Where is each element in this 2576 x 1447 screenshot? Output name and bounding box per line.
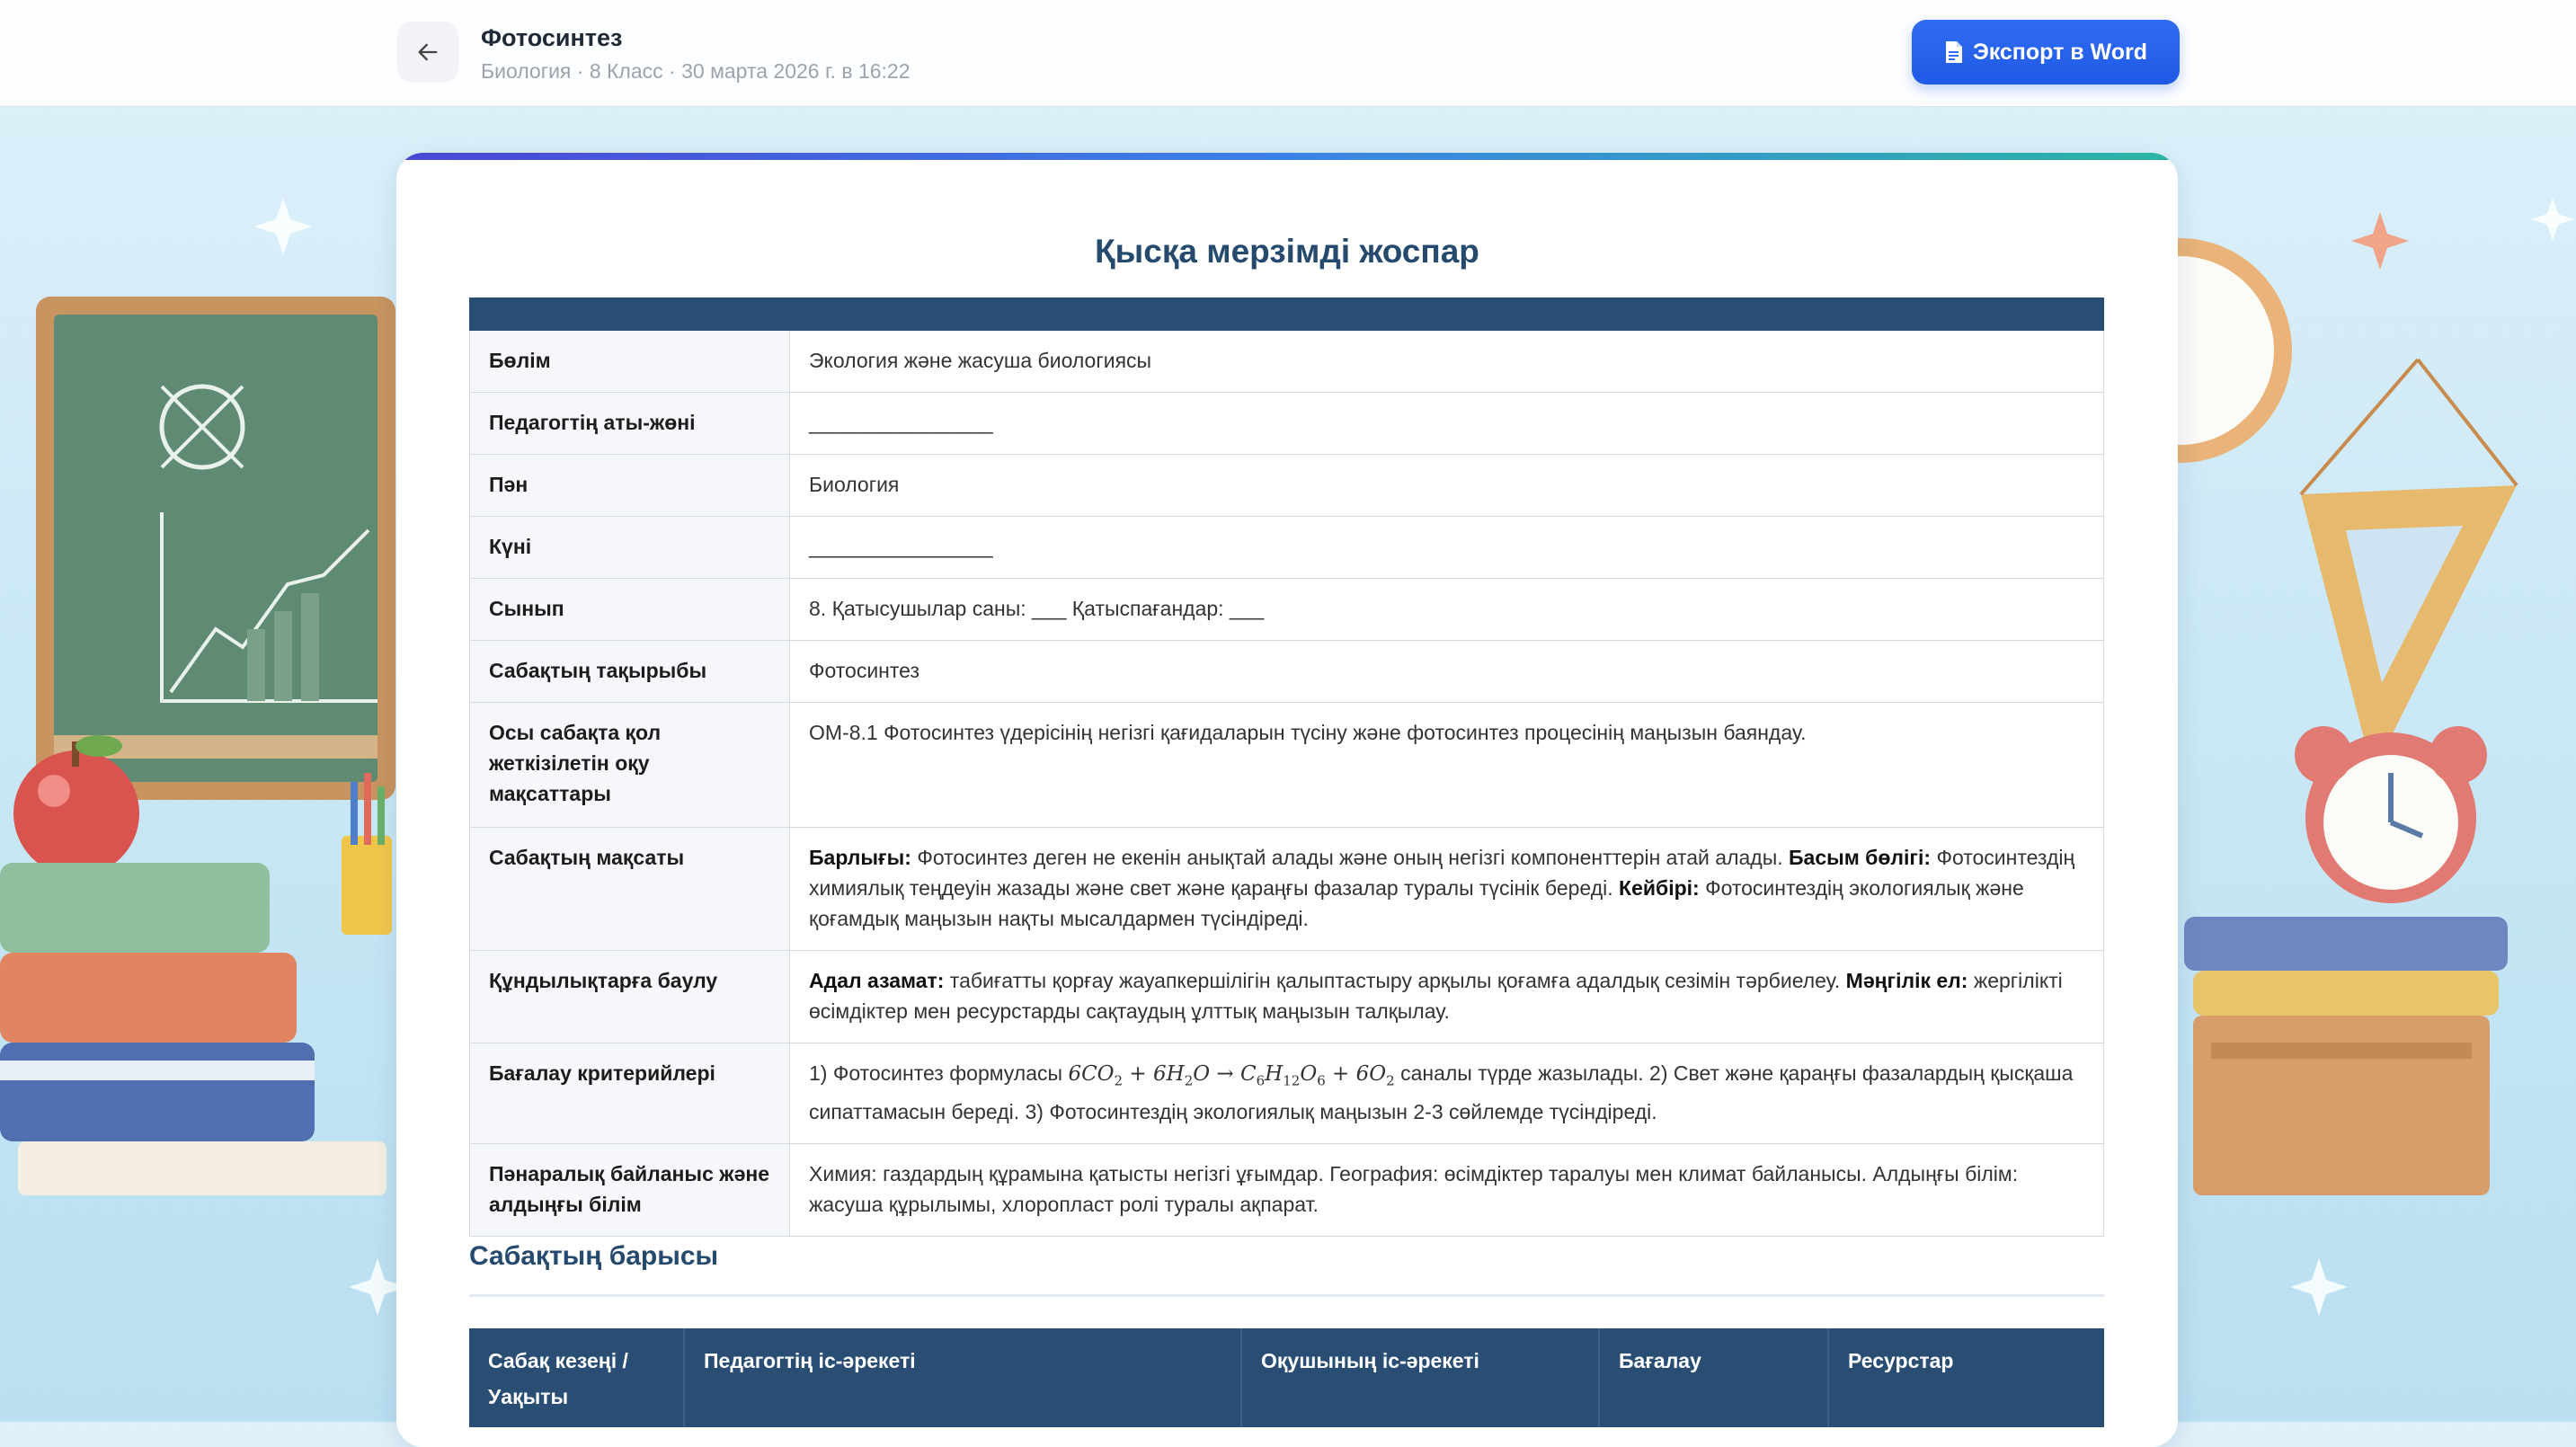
lesson-flow-title: Сабақтың барысы	[469, 1241, 719, 1271]
row-key: Сабақтың тақырыбы	[470, 641, 790, 703]
meta-separator: ·	[669, 59, 676, 83]
table-row	[470, 828, 2104, 951]
table-row	[470, 1143, 2104, 1236]
table-row	[470, 393, 2104, 455]
lesson-date: 30 марта 2026 г. в 16:22	[681, 59, 910, 83]
formula-part: 6	[1355, 1062, 1370, 1086]
row-value: Биология	[790, 455, 2104, 517]
bold-label: Адал азамат:	[809, 969, 945, 992]
row-value	[790, 828, 2104, 951]
flow-column-header: Оқушының іс-әрекеті	[1241, 1328, 1599, 1427]
lesson-subject: Биология	[481, 59, 572, 83]
formula-part: O	[1300, 1062, 1318, 1086]
flow-column-header: Педагогтің іс-әрекеті	[684, 1328, 1241, 1427]
lesson-title: Фотосинтез	[481, 24, 623, 51]
document-icon	[1944, 40, 1964, 64]
table-row	[470, 517, 2104, 579]
row-text: табиғатты қорғау жауапкершілігін қалыптастыру арқылы қоғамға адалдық сезімін тәрбиелеу.	[944, 969, 1846, 992]
formula-part: CO	[1081, 1062, 1115, 1086]
table-row	[470, 331, 2104, 393]
formula-subscript: 2	[1386, 1072, 1395, 1089]
table-row	[470, 641, 2104, 703]
plan-info-table	[469, 297, 2104, 1237]
photosynthesis-formula	[1068, 1062, 1395, 1089]
row-text: жергілікті өсімдіктер мен ресурстарды сақтаудың ұлттық маңызын талқылау.	[809, 969, 2063, 1023]
export-word-label: Экспорт в Word	[1972, 39, 2148, 65]
table-row	[470, 703, 2104, 828]
bold-label: Барлығы:	[809, 846, 911, 869]
table-row	[470, 951, 2104, 1043]
back-button[interactable]	[397, 22, 458, 83]
formula-operator: +	[1325, 1062, 1356, 1086]
row-key: Күні	[470, 517, 790, 579]
row-text: 1) Фотосинтез формуласы	[809, 1061, 1069, 1085]
flow-column-header: Ресурстар	[1828, 1328, 2104, 1427]
row-text: Фотосинтездің химиялық теңдеуін жазады және свет және қараңғы фазалар туралы түсінік береді.	[809, 846, 2075, 900]
bold-label: Кейбірі:	[1619, 876, 1700, 900]
table-row	[470, 455, 2104, 517]
formula-part: O	[1369, 1062, 1387, 1086]
section-divider	[469, 1294, 2104, 1297]
row-value: ________________	[790, 517, 2104, 579]
flow-column-header: Сабақ кезеңі / Уақыты	[469, 1328, 684, 1427]
flow-column-header: Бағалау	[1599, 1328, 1828, 1427]
row-key: Пәнаралық байланыс және алдыңғы білім	[470, 1143, 790, 1236]
flow-header-row	[469, 1328, 2104, 1427]
table-header-row	[470, 298, 2104, 331]
row-value: ОМ-8.1 Фотосинтез үдерісінің негізгі қағидаларын түсіну және фотосинтез процесінің маңызын баяндау.	[790, 703, 2104, 828]
row-key: Бөлім	[470, 331, 790, 393]
arrow-left-icon	[415, 40, 440, 65]
table-row	[470, 1043, 2104, 1144]
row-text: Фотосинтездің экологиялық және қоғамдық маңызын нақты мысалдармен түсіндіреді.	[809, 876, 2024, 930]
formula-part: O	[1193, 1062, 1211, 1086]
row-key: Құндылықтарға баулу	[470, 951, 790, 1043]
row-key: Пән	[470, 455, 790, 517]
table-header-cell	[470, 298, 790, 331]
row-key: Сабақтың мақсаты	[470, 828, 790, 951]
row-value: Экология және жасуша биологиясы	[790, 331, 2104, 393]
lesson-meta	[481, 56, 910, 86]
row-key: Педагогтің аты-жөні	[470, 393, 790, 455]
formula-part: H	[1166, 1062, 1185, 1086]
row-value: Химия: газдардың құрамына қатысты негізгі ұғымдар. География: өсімдіктер таралуы мен климат байланысы. Алдыңғы білім: жасуша құрылымы, хлоропласт ролі туралы ақпарат.	[790, 1143, 2104, 1236]
row-key: Осы сабақта қол жеткізілетін оқу мақсаттары	[470, 703, 790, 828]
table-row	[470, 579, 2104, 641]
formula-subscript: 2	[1114, 1072, 1124, 1089]
formula-part: 6	[1068, 1062, 1082, 1086]
row-text: саналы түрде жазылады. 2) Свет және қараңғы фазалардың қысқаша сипаттамасын береді. 3) Фотосинтездің экологиялық маңызын 2-3 сөйлемде түсіндіреді.	[809, 1061, 2074, 1123]
row-value	[790, 951, 2104, 1043]
bold-label: Басым бөлігі:	[1789, 846, 1932, 869]
lesson-flow-table	[469, 1328, 2104, 1427]
lesson-heading	[481, 23, 910, 86]
formula-subscript: 12	[1283, 1072, 1301, 1089]
formula-part: C	[1240, 1062, 1257, 1086]
card-accent-bar	[396, 153, 2178, 160]
row-value	[790, 1043, 2104, 1144]
row-value: ________________	[790, 393, 2104, 455]
lesson-grade: 8 Класс	[589, 59, 663, 83]
row-key: Сынып	[470, 579, 790, 641]
formula-operator: →	[1210, 1062, 1241, 1086]
meta-separator: ·	[576, 59, 584, 83]
formula-part: 6	[1153, 1062, 1167, 1086]
formula-part: H	[1265, 1062, 1284, 1086]
page-header	[0, 0, 2576, 106]
formula-subscript: 2	[1184, 1072, 1194, 1089]
row-text: Фотосинтез деген не екенін анықтай алады және оның негізгі компоненттерін атай алады.	[910, 846, 1790, 869]
export-word-button[interactable]	[1912, 20, 2180, 84]
formula-subscript: 6	[1256, 1072, 1266, 1089]
row-value: Фотосинтез	[790, 641, 2104, 703]
formula-operator: +	[1123, 1062, 1153, 1086]
row-value: 8. Қатысушылар саны: ___ Қатыспағандар: ___	[790, 579, 2104, 641]
lesson-plan-card	[396, 153, 2178, 1447]
formula-subscript: 6	[1317, 1072, 1326, 1089]
row-key: Бағалау критерийлері	[470, 1043, 790, 1144]
bold-label: Мәңгілік ел:	[1845, 969, 1968, 992]
document-title: Қысқа мерзімді жоспар	[1095, 233, 1479, 270]
table-header-cell	[790, 298, 2104, 331]
